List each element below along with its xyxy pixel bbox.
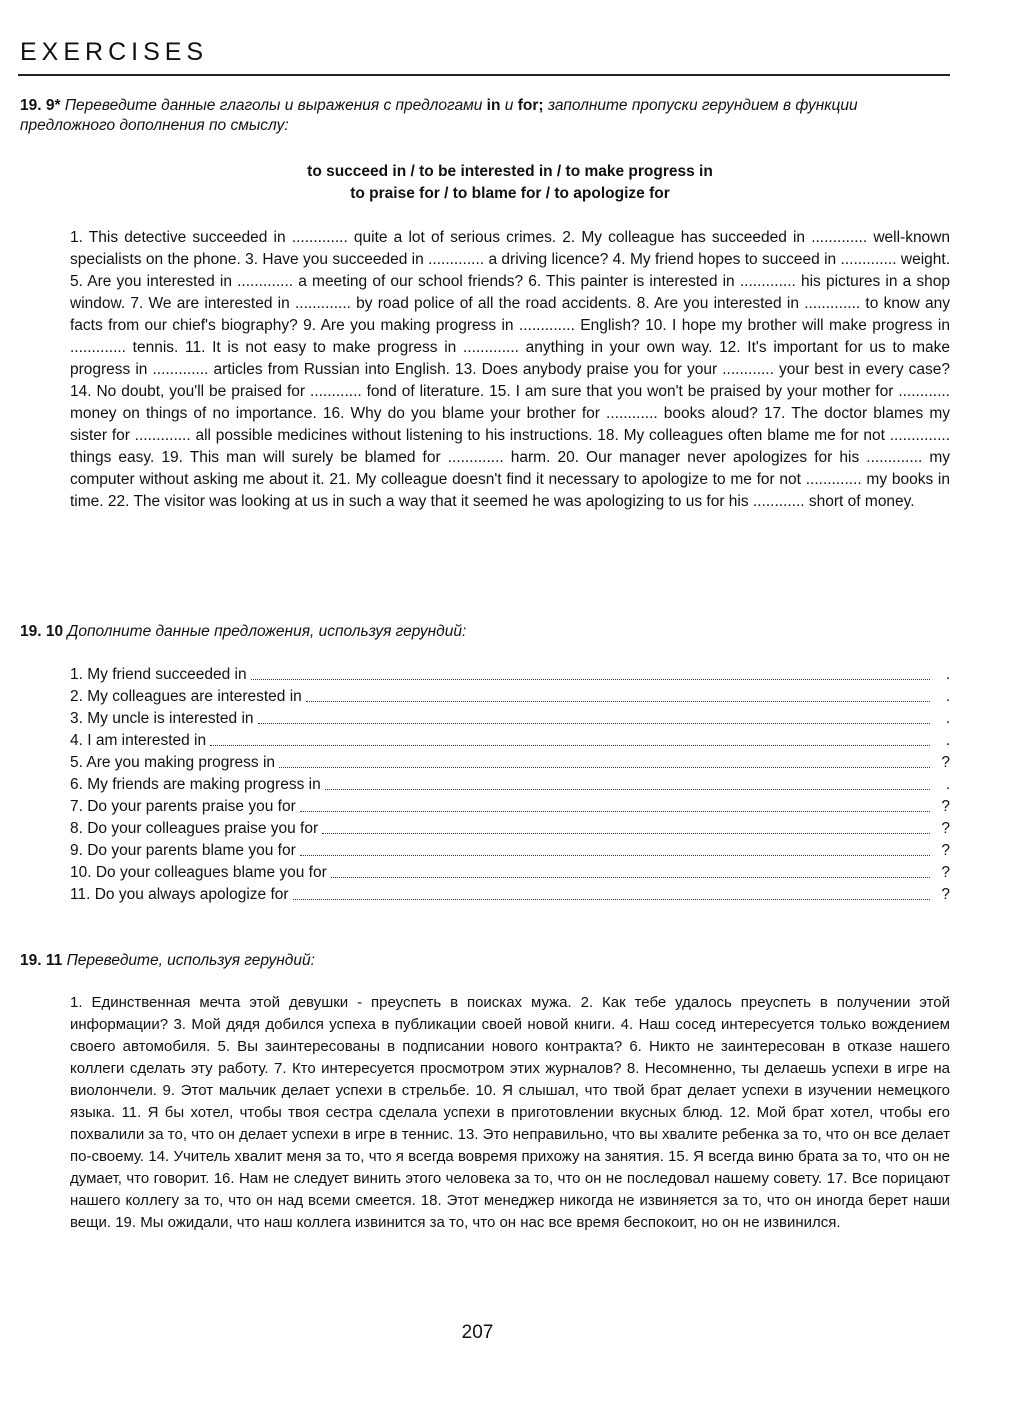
answer-blank[interactable] — [331, 877, 930, 878]
exercise-10-item: 11. Do you always apologize for ? — [70, 886, 950, 903]
exercise-10-item: 5. Are you making progress in ? — [70, 754, 950, 771]
exercise-10-item: 9. Do your parents blame you for ? — [70, 842, 950, 859]
answer-blank[interactable] — [300, 811, 930, 812]
answer-blank[interactable] — [258, 723, 930, 724]
exercise-9-heading — [20, 96, 950, 136]
exercise-9-phrase-box — [70, 161, 950, 205]
exercise-10-item: 10. Do your colleagues blame you for ? — [70, 864, 950, 881]
exercise-11-heading — [20, 951, 315, 971]
answer-blank[interactable] — [325, 789, 930, 790]
exercise-10-item: 3. My uncle is interested in . — [70, 710, 950, 727]
answer-blank[interactable] — [210, 745, 930, 746]
exercise-11-text: 1. Единственная мечта этой девушки - преуспеть в поисках мужа. 2. Как тебе удалось преуспеть в получении этой информации? 3. Мой дядя добился успеха в публикации своей новой книги. 4. Наш сосед интересуется только вождением своего автомобиля. 5. Вы заинтересованы в подписании нового контракта? 6. Никто не заинтересован в отказе нашего коллеги сделать эту работу. 7. Кто интересуется просмотром этих журналов? 8. Несомненно, ты делаешь успехи в игре на виолончели. 9. Этот мальчик делает успехи в стрельбе. 10. Я слышал, что твой брат делает успехи в изучении немецкого языка. 11. Я бы хотел, чтобы твоя сестра сделала успехи в приготовлении вкусных блюд. 12. Мой брат хотел, чтобы его похвалили за то, что он делает успехи в игре в теннис. 13. Это неправильно, что вы хвалите ребенка за то, что он все делает по-своему. 14. Учитель хвалит меня за то, что я всегда вовремя прихожу на занятия. 15. Я всегда виню брата за то, что он не думает, что говорит. 16. Нам не следует винить этого человека за то, что он не последовал нашему совету. 17. Все порицают нашего коллегу за то, что он над всеми смеется. 18. Этот менеджер никогда не извиняется за то, что он иногда берет наши вещи. 19. Мы ожидали, что наш коллега извинится за то, что он нас все время беспокоит, но он не извинился. — [70, 994, 950, 1231]
page-header-title: EXERCISES — [20, 38, 209, 66]
page-number: 207 — [461, 1322, 494, 1343]
exercise-9-instruction-b: заполните пропуски герундием в функции предложного дополнения по смыслу: — [20, 97, 858, 134]
exercise-9-kw-for: for; — [517, 97, 544, 114]
exercise-9-number: 19. 9* — [20, 97, 61, 114]
exercise-9-instruction-a: Переведите данные глаголы и выражения с предлогами — [64, 97, 483, 114]
answer-blank[interactable] — [293, 899, 930, 900]
answer-blank[interactable] — [322, 833, 930, 834]
exercise-10-item: 1. My friend succeeded in . — [70, 666, 950, 683]
exercise-9-kw-in: in — [486, 97, 501, 114]
exercise-10-heading — [20, 622, 466, 642]
answer-blank[interactable] — [279, 767, 930, 768]
answer-blank[interactable] — [300, 855, 930, 856]
exercise-11-number: 19. 11 — [20, 952, 63, 969]
exercise-9-text: 1. This detective succeeded in ............. quite a lot of serious crimes. 2. My colleague has succeeded in ............. well-known specialists on the phone. 3. Have you succeeded in ............. a driving licence? 4. My friend hopes to succeed in ............. weight. 5. Are you interested in ............. a meeting of our school friends? 6. This painter is interested in ............. his pictures in a shop window. 7. We are interested in ............. by road police of all the road accidents. 8. Are you interested in ............. to know any facts from our chief's biography? 9. Are you making progress in ............. English? 10. I hope my brother will make progress in ............. tennis. 11. It is not easy to make progress in ............. anything in your own way. 12. It's important for us to make progress in ............. articles from Russian into English. 13. Does anybody praise you for your ............ your best in every case? 14. No doubt, you'll be praised for ............ fond of literature. 15. I am sure that you won't be praised by your mother for ............ money on things of no importance. 16. Why do you blame your brother for ............ books aloud? 17. The doctor blames my sister for ............. all possible medicines without listening to his instructions. 18. My colleagues often blame me for not .............. things easy. 19. This man will surely be blamed for ............. harm. 20. Our manager never apologizes for his ............. my computer without asking me about it. 21. My colleague doesn't find it necessary to apologize to me for not ............. my books in time. 22. The visitor was looking at us in such a way that it seemed he was apologizing to us for his ............ short of money. — [70, 229, 950, 510]
exercise-10-item: 8. Do your colleagues praise you for ? — [70, 820, 950, 837]
exercise-10-instruction: Дополните данные предложения, используя герундий: — [67, 623, 467, 640]
exercise-10-number: 19. 10 — [20, 623, 64, 640]
exercise-10-list — [70, 663, 950, 905]
exercise-10-item: 7. Do your parents praise you for ? — [70, 798, 950, 815]
exercise-10-item: 2. My colleagues are interested in . — [70, 688, 950, 705]
exercise-10-item: 6. My friends are making progress in . — [70, 776, 950, 793]
answer-blank[interactable] — [251, 679, 930, 680]
header-rule — [18, 74, 950, 76]
exercise-11-instruction: Переведите, используя герундий: — [66, 952, 315, 969]
exercise-9-phrases-line-1: to succeed in / to be interested in / to make progress in — [307, 163, 713, 180]
exercise-10-item: 4. I am interested in . — [70, 732, 950, 749]
answer-blank[interactable] — [306, 701, 930, 702]
exercise-9-conj: и — [504, 97, 514, 114]
exercise-9-phrases-line-2: to praise for / to blame for / to apologize for — [350, 185, 670, 202]
